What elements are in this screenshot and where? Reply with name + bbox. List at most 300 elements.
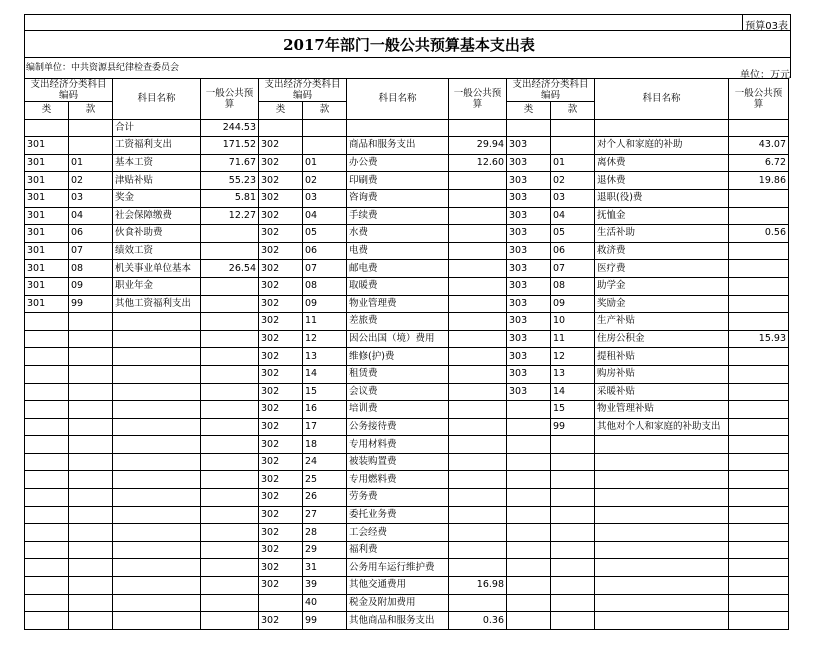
table-cell xyxy=(729,295,789,313)
table-cell xyxy=(25,365,69,383)
header-lei-3: 类 xyxy=(507,102,551,120)
table-cell: 302 xyxy=(259,612,303,630)
page-title: 2017年部门一般公共预算基本支出表 xyxy=(283,36,535,54)
table-cell: 生产补贴 xyxy=(595,313,729,331)
table-row xyxy=(25,471,789,489)
table-cell xyxy=(729,119,789,137)
table-cell: 12 xyxy=(551,348,595,366)
table-cell: 11 xyxy=(303,313,347,331)
table-cell xyxy=(113,418,201,436)
table-cell: 301 xyxy=(25,207,69,225)
table-row xyxy=(25,154,789,172)
title-divider xyxy=(24,30,791,31)
table-cell xyxy=(25,313,69,331)
table-cell: 18 xyxy=(303,436,347,454)
table-cell xyxy=(595,594,729,612)
table-cell xyxy=(449,207,507,225)
table-cell xyxy=(551,594,595,612)
table-cell: 职业年金 xyxy=(113,277,201,295)
table-cell: 19.86 xyxy=(729,172,789,190)
table-cell: 伙食补助费 xyxy=(113,225,201,243)
table-cell: 03 xyxy=(551,189,595,207)
table-cell xyxy=(201,348,259,366)
table-cell xyxy=(729,612,789,630)
table-cell: 301 xyxy=(25,260,69,278)
table-cell: 奖励金 xyxy=(595,295,729,313)
table-cell xyxy=(449,383,507,401)
table-cell: 15.93 xyxy=(729,330,789,348)
table-cell xyxy=(69,453,113,471)
table-cell xyxy=(201,541,259,559)
table-cell: 302 xyxy=(259,541,303,559)
table-cell xyxy=(729,524,789,542)
table-cell xyxy=(201,383,259,401)
header-kuan-2: 款 xyxy=(303,102,347,120)
header-econ-code-2: 支出经济分类科目编码 xyxy=(259,79,347,102)
table-cell: 13 xyxy=(303,348,347,366)
table-cell xyxy=(507,506,551,524)
table-cell: 15 xyxy=(551,401,595,419)
table-cell: 电费 xyxy=(347,242,449,260)
table-cell: 27 xyxy=(303,506,347,524)
table-cell xyxy=(551,524,595,542)
table-cell xyxy=(25,436,69,454)
table-cell: 29 xyxy=(303,541,347,559)
table-cell: 302 xyxy=(259,471,303,489)
table-cell: 基本工资 xyxy=(113,154,201,172)
table-cell: 303 xyxy=(507,207,551,225)
table-cell: 12 xyxy=(303,330,347,348)
table-cell xyxy=(507,489,551,507)
header-lei-2: 类 xyxy=(259,102,303,120)
table-cell xyxy=(201,418,259,436)
table-cell xyxy=(25,418,69,436)
table-cell xyxy=(25,453,69,471)
table-cell xyxy=(507,559,551,577)
table-cell: 302 xyxy=(259,242,303,260)
table-cell xyxy=(729,277,789,295)
table-cell xyxy=(25,577,69,595)
table-cell xyxy=(595,577,729,595)
table-cell xyxy=(507,471,551,489)
table-cell: 302 xyxy=(259,453,303,471)
table-cell xyxy=(113,577,201,595)
table-cell: 303 xyxy=(507,260,551,278)
table-cell: 302 xyxy=(259,559,303,577)
table-cell: 39 xyxy=(303,577,347,595)
table-cell: 302 xyxy=(259,154,303,172)
table-cell xyxy=(69,559,113,577)
table-cell: 工会经费 xyxy=(347,524,449,542)
table-cell xyxy=(595,489,729,507)
table-cell xyxy=(729,365,789,383)
table-cell xyxy=(507,577,551,595)
table-cell: 08 xyxy=(303,277,347,295)
table-cell: 物业管理补贴 xyxy=(595,401,729,419)
table-cell: 71.67 xyxy=(201,154,259,172)
table-cell: 99 xyxy=(69,295,113,313)
table-cell xyxy=(729,594,789,612)
table-cell xyxy=(449,524,507,542)
table-cell: 04 xyxy=(303,207,347,225)
table-cell: 手续费 xyxy=(347,207,449,225)
table-cell xyxy=(69,612,113,630)
table-cell xyxy=(201,471,259,489)
table-cell: 301 xyxy=(25,172,69,190)
table-cell xyxy=(595,559,729,577)
table-cell: 合计 xyxy=(113,119,201,137)
table-cell: 302 xyxy=(259,330,303,348)
table-cell xyxy=(507,436,551,454)
table-cell: 专用燃料费 xyxy=(347,471,449,489)
table-cell: 01 xyxy=(303,154,347,172)
table-cell: 机关事业单位基本 xyxy=(113,260,201,278)
table-cell xyxy=(113,471,201,489)
table-cell xyxy=(729,489,789,507)
table-cell: 生活补助 xyxy=(595,225,729,243)
table-cell xyxy=(113,453,201,471)
table-cell: 301 xyxy=(25,154,69,172)
table-cell: 0.36 xyxy=(449,612,507,630)
table-cell xyxy=(551,436,595,454)
table-cell: 印刷费 xyxy=(347,172,449,190)
table-cell: 0.56 xyxy=(729,225,789,243)
table-row xyxy=(25,242,789,260)
table-cell xyxy=(25,506,69,524)
table-cell: 303 xyxy=(507,330,551,348)
table-cell xyxy=(201,295,259,313)
table-cell xyxy=(201,506,259,524)
table-cell xyxy=(25,348,69,366)
table-cell xyxy=(449,365,507,383)
table-cell xyxy=(201,577,259,595)
table-cell xyxy=(113,365,201,383)
table-cell: 退职(役)费 xyxy=(595,189,729,207)
header-name-3: 科目名称 xyxy=(595,79,729,120)
table-cell: 奖金 xyxy=(113,189,201,207)
table-cell: 302 xyxy=(259,260,303,278)
table-cell xyxy=(449,489,507,507)
table-cell: 09 xyxy=(551,295,595,313)
table-cell xyxy=(729,577,789,595)
table-cell: 取暖费 xyxy=(347,277,449,295)
table-cell xyxy=(69,471,113,489)
table-cell xyxy=(595,119,729,137)
table-row xyxy=(25,119,789,137)
table-cell xyxy=(69,313,113,331)
table-cell xyxy=(507,541,551,559)
table-cell: 303 xyxy=(507,154,551,172)
table-cell: 邮电费 xyxy=(347,260,449,278)
table-row xyxy=(25,189,789,207)
table-cell: 住房公积金 xyxy=(595,330,729,348)
table-cell: 303 xyxy=(507,365,551,383)
table-cell: 302 xyxy=(259,137,303,155)
table-cell: 302 xyxy=(259,189,303,207)
table-cell: 25 xyxy=(303,471,347,489)
table-cell xyxy=(201,453,259,471)
table-cell: 01 xyxy=(69,154,113,172)
table-cell: 委托业务费 xyxy=(347,506,449,524)
header-amount-1: 一般公共预算 xyxy=(201,79,259,120)
table-cell xyxy=(449,172,507,190)
table-cell xyxy=(729,313,789,331)
table-cell: 303 xyxy=(507,137,551,155)
table-cell: 06 xyxy=(551,242,595,260)
table-cell: 08 xyxy=(69,260,113,278)
table-cell xyxy=(449,436,507,454)
table-cell: 301 xyxy=(25,242,69,260)
table-cell: 助学金 xyxy=(595,277,729,295)
table-cell xyxy=(25,383,69,401)
table-cell: 302 xyxy=(259,506,303,524)
table-cell: 社会保障缴费 xyxy=(113,207,201,225)
header-econ-code-3: 支出经济分类科目编码 xyxy=(507,79,595,102)
table-cell xyxy=(449,453,507,471)
table-cell xyxy=(449,594,507,612)
table-cell xyxy=(729,401,789,419)
top-border xyxy=(24,14,791,15)
table-cell xyxy=(551,506,595,524)
table-cell: 17 xyxy=(303,418,347,436)
table-cell: 租赁费 xyxy=(347,365,449,383)
table-cell: 28 xyxy=(303,524,347,542)
table-cell: 302 xyxy=(259,172,303,190)
table-cell xyxy=(201,524,259,542)
table-cell xyxy=(113,559,201,577)
table-cell: 14 xyxy=(303,365,347,383)
table-cell: 税金及附加费用 xyxy=(347,594,449,612)
table-row xyxy=(25,172,789,190)
table-cell xyxy=(507,401,551,419)
table-row xyxy=(25,260,789,278)
table-cell xyxy=(201,225,259,243)
table-cell: 09 xyxy=(303,295,347,313)
table-cell: 11 xyxy=(551,330,595,348)
table-cell: 会议费 xyxy=(347,383,449,401)
table-cell: 302 xyxy=(259,524,303,542)
table-cell: 采暖补贴 xyxy=(595,383,729,401)
table-row xyxy=(25,506,789,524)
table-cell: 14 xyxy=(551,383,595,401)
table-cell xyxy=(449,225,507,243)
table-cell: 06 xyxy=(303,242,347,260)
table-cell: 303 xyxy=(507,383,551,401)
table-cell: 01 xyxy=(551,154,595,172)
table-cell: 171.52 xyxy=(201,137,259,155)
table-cell: 救济费 xyxy=(595,242,729,260)
table-cell xyxy=(25,489,69,507)
table-cell xyxy=(729,260,789,278)
table-cell: 303 xyxy=(507,225,551,243)
table-row xyxy=(25,383,789,401)
table-cell xyxy=(729,506,789,524)
table-cell: 26.54 xyxy=(201,260,259,278)
table-cell: 244.53 xyxy=(201,119,259,137)
table-cell: 12.60 xyxy=(449,154,507,172)
table-cell xyxy=(507,594,551,612)
table-cell xyxy=(729,541,789,559)
table-row xyxy=(25,295,789,313)
table-cell: 15 xyxy=(303,383,347,401)
table-cell xyxy=(201,489,259,507)
table-cell: 6.72 xyxy=(729,154,789,172)
table-cell: 302 xyxy=(259,418,303,436)
table-cell: 绩效工资 xyxy=(113,242,201,260)
table-cell xyxy=(595,471,729,489)
table-cell: 16 xyxy=(303,401,347,419)
table-cell: 99 xyxy=(551,418,595,436)
table-cell: 301 xyxy=(25,189,69,207)
table-cell xyxy=(595,524,729,542)
table-cell xyxy=(69,330,113,348)
table-cell xyxy=(113,594,201,612)
table-row xyxy=(25,401,789,419)
table-cell: 40 xyxy=(303,594,347,612)
table-cell xyxy=(449,277,507,295)
table-cell: 43.07 xyxy=(729,137,789,155)
table-cell xyxy=(201,401,259,419)
table-row xyxy=(25,559,789,577)
table-cell xyxy=(113,330,201,348)
table-cell xyxy=(449,119,507,137)
table-cell xyxy=(201,436,259,454)
table-cell xyxy=(449,242,507,260)
header-amount-3: 一般公共预算 xyxy=(729,79,789,120)
table-cell xyxy=(69,577,113,595)
table-cell xyxy=(69,524,113,542)
table-cell: 302 xyxy=(259,348,303,366)
table-cell xyxy=(69,383,113,401)
table-row xyxy=(25,207,789,225)
table-cell xyxy=(595,436,729,454)
title-bottom xyxy=(24,57,791,58)
table-cell xyxy=(449,541,507,559)
table-cell: 303 xyxy=(507,348,551,366)
header-name-1: 科目名称 xyxy=(113,79,201,120)
header-lei-1: 类 xyxy=(25,102,69,120)
table-cell: 301 xyxy=(25,277,69,295)
table-cell xyxy=(551,137,595,155)
table-cell: 16.98 xyxy=(449,577,507,595)
table-cell xyxy=(201,594,259,612)
table-cell xyxy=(729,418,789,436)
table-cell: 03 xyxy=(69,189,113,207)
table-cell xyxy=(551,559,595,577)
table-cell: 商品和服务支出 xyxy=(347,137,449,155)
table-row xyxy=(25,594,789,612)
table-cell: 劳务费 xyxy=(347,489,449,507)
table-cell xyxy=(551,541,595,559)
table-cell xyxy=(259,594,303,612)
table-cell xyxy=(113,348,201,366)
table-cell xyxy=(507,119,551,137)
table-cell: 302 xyxy=(259,313,303,331)
table-cell xyxy=(551,489,595,507)
table-cell xyxy=(729,348,789,366)
org-label: 编制单位：中共资源县纪律检查委员会 xyxy=(26,63,180,73)
table-cell xyxy=(69,401,113,419)
table-cell: 抚恤金 xyxy=(595,207,729,225)
table-row xyxy=(25,313,789,331)
table-cell xyxy=(201,277,259,295)
table-cell: 303 xyxy=(507,313,551,331)
table-cell: 29.94 xyxy=(449,137,507,155)
table-cell xyxy=(729,189,789,207)
table-cell: 福利费 xyxy=(347,541,449,559)
table-cell: 津贴补贴 xyxy=(113,172,201,190)
table-cell xyxy=(449,418,507,436)
table-cell xyxy=(69,489,113,507)
table-cell: 24 xyxy=(303,453,347,471)
table-cell: 302 xyxy=(259,225,303,243)
table-cell: 301 xyxy=(25,225,69,243)
table-cell xyxy=(551,612,595,630)
form-number: 预算03表 xyxy=(745,21,788,32)
table-cell: 07 xyxy=(303,260,347,278)
table-cell: 302 xyxy=(259,489,303,507)
table-cell: 99 xyxy=(303,612,347,630)
table-cell: 301 xyxy=(25,137,69,155)
table-cell xyxy=(25,524,69,542)
table-cell xyxy=(113,524,201,542)
table-row xyxy=(25,577,789,595)
table-cell: 302 xyxy=(259,277,303,295)
table-cell: 31 xyxy=(303,559,347,577)
table-cell xyxy=(25,559,69,577)
table-cell: 退休费 xyxy=(595,172,729,190)
table-cell: 303 xyxy=(507,242,551,260)
table-cell: 其他对个人和家庭的补助支出 xyxy=(595,418,729,436)
table-cell: 302 xyxy=(259,436,303,454)
table-cell xyxy=(507,453,551,471)
table-cell: 04 xyxy=(551,207,595,225)
table-row xyxy=(25,225,789,243)
table-row xyxy=(25,277,789,295)
table-cell xyxy=(507,524,551,542)
header-kuan-1: 款 xyxy=(69,102,113,120)
table-cell xyxy=(507,612,551,630)
table-cell xyxy=(729,453,789,471)
table-cell xyxy=(69,436,113,454)
table-cell: 02 xyxy=(69,172,113,190)
table-row xyxy=(25,137,789,155)
table-cell xyxy=(201,612,259,630)
table-cell: 其他商品和服务支出 xyxy=(347,612,449,630)
table-cell: 04 xyxy=(69,207,113,225)
table-cell xyxy=(69,348,113,366)
table-cell xyxy=(25,612,69,630)
table-row xyxy=(25,436,789,454)
table-cell xyxy=(113,401,201,419)
table-cell xyxy=(347,119,449,137)
table-cell: 09 xyxy=(69,277,113,295)
table-cell: 离休费 xyxy=(595,154,729,172)
table-cell: 02 xyxy=(551,172,595,190)
table-cell: 55.23 xyxy=(201,172,259,190)
table-cell xyxy=(25,471,69,489)
table-cell: 培训费 xyxy=(347,401,449,419)
table-cell xyxy=(729,471,789,489)
table-cell xyxy=(449,189,507,207)
table-cell: 购房补贴 xyxy=(595,365,729,383)
table-cell: 医疗费 xyxy=(595,260,729,278)
table-cell xyxy=(69,119,113,137)
table-cell xyxy=(303,137,347,155)
table-cell: 13 xyxy=(551,365,595,383)
table-row xyxy=(25,348,789,366)
table-body xyxy=(25,119,789,629)
